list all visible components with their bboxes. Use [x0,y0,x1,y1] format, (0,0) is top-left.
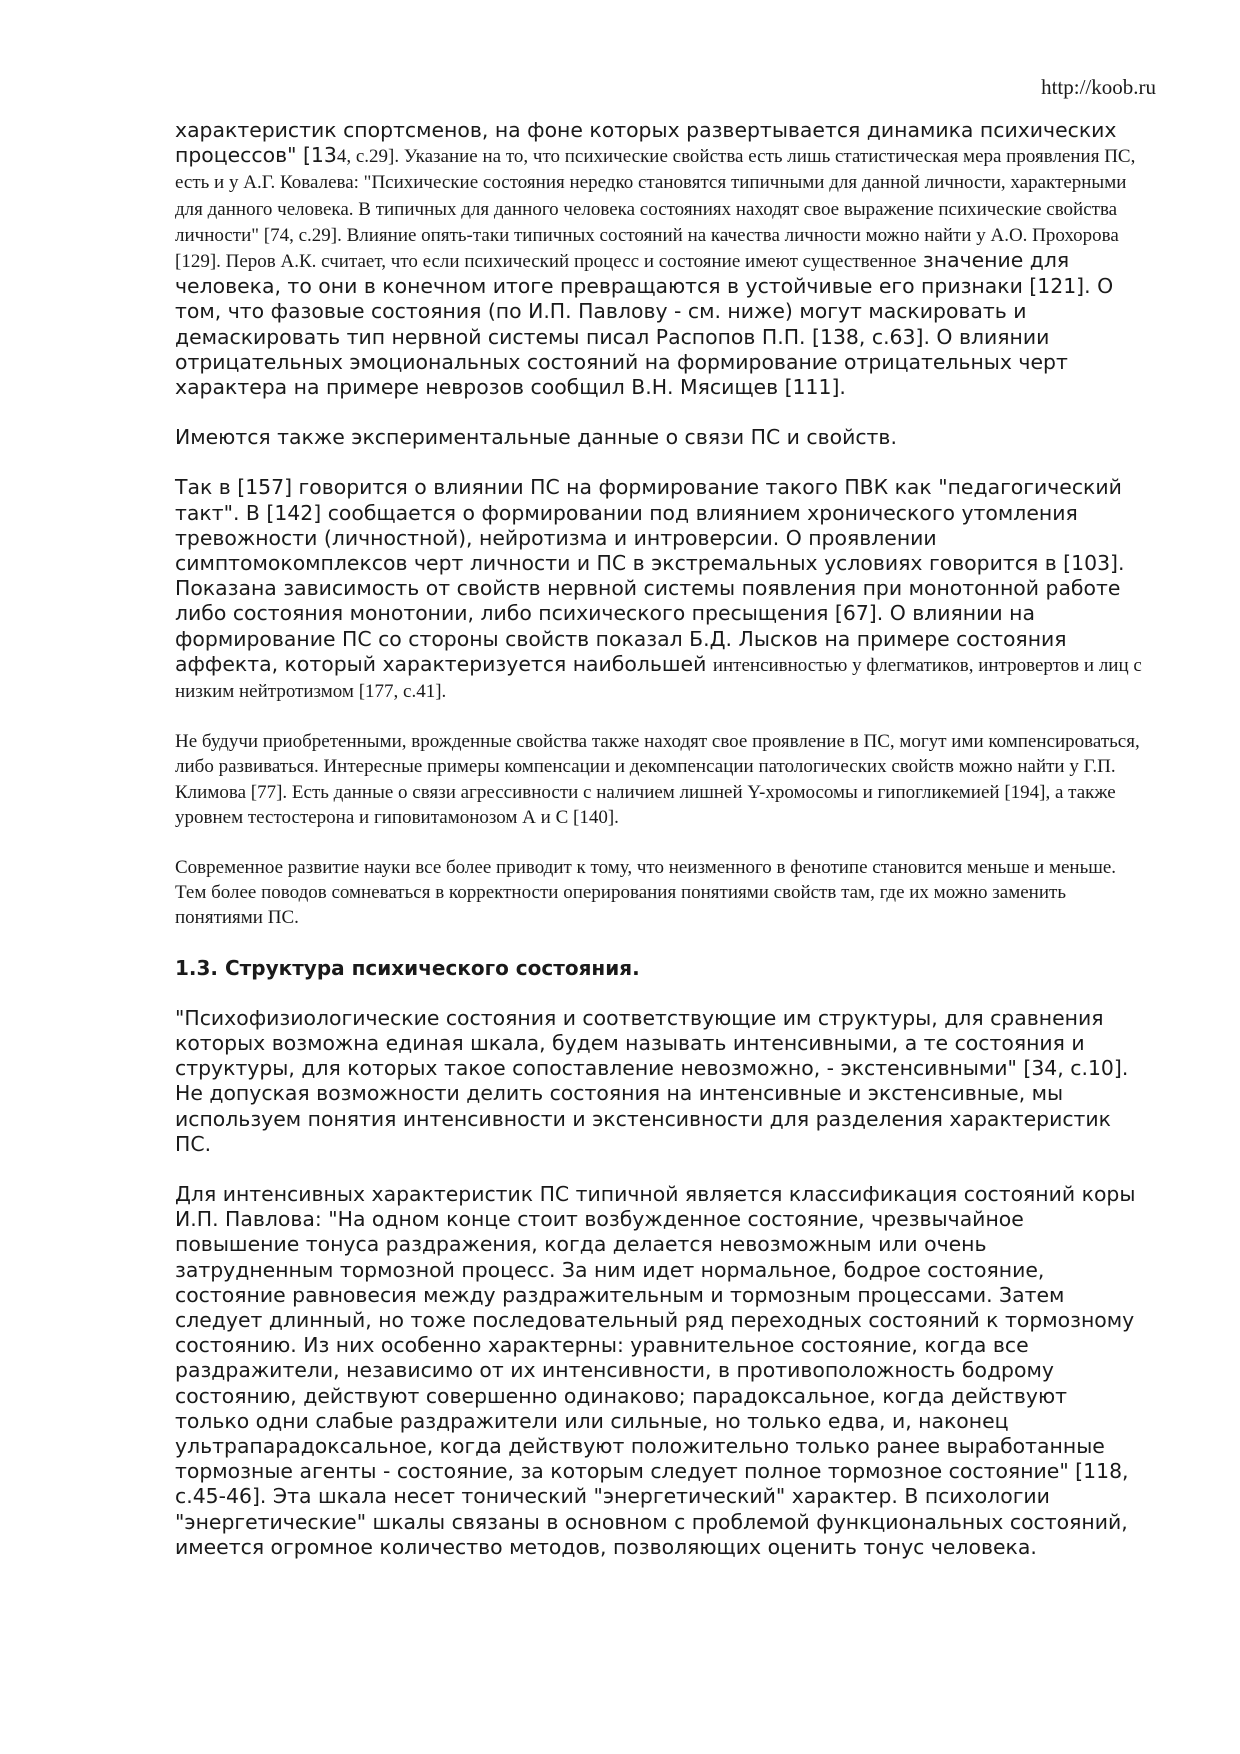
paragraph-3 [175,475,1143,704]
paragraph-6: "Психофизиологические состояния и соответствующие им структуры, для сравнения которых возможна единая шкала, будем называть интенсивными, а те состояния и структуры, для которых такое сопоставление невозможно, - экстенсивными" [34, с.10]. Не допуская возможности делить состояния на интенсивные и экстенсивные, мы используем понятия интенсивности и экстенсивности для разделения характеристик ПС. [175,1005,1129,1156]
section-heading: 1.3. Структура психического состояния. [175,955,640,980]
paragraph-1-part-3: значение для человека, то они в конечном итоге превращаются в устойчивые его признаки [121]. О том, что фазовые состояния (по И.П. Павлову - см. ниже) могут маскировать и демаскировать тип нервной системы писал Распопов П.П. [138, с.63]. О влиянии отрицательных эмоциональных состояний на формирование отрицательных черт характера на примере неврозов сообщил В.Н. Мясищев [111]. [175,248,1114,400]
paragraph-3-part-1: Так в [157] говорится о влиянии ПС на формирование такого ПВК как "педагогический такт". В [142] сообщается о формировании под влиянием хронического утомления тревожности (личностной), нейротизма и интроверсии. О проявлении симптомокомплексов черт личности и ПС в экстремальных условиях говорится в [103]. Показана зависимость от свойств нервной системы появления при монотонной работе либо состояния монотонии, либо психического пресыщения [67]. О влиянии на формирование ПС со стороны свойств показал Б.Д. Лысков на примере состояния аффекта, который характеризуется наибольшей [175,475,1125,676]
source-url: http://koob.ru [1041,75,1156,99]
paragraph-1-part-2: 4, с.29]. Указание на то, что психические свойства есть лишь статистическая мера проявления ПС, есть и у А.Г. Ковалева: "Психические состояния нередко становятся типичными для данной личности, характерными для данного человека. В типичных для данного человека состояниях находят свое выражение психические свойства личности" [74, с.29]. Влияние опять-таки типичных состояний на качества личности можно найти у А.О. Прохорова [129]. Перов А.К. считает, что если психический процесс и состояние имеют существенное [175,146,1136,273]
page-body [175,118,1143,1560]
paragraph-5: Современное развитие науки все более приводит к тому, что неизменного в фенотипе становится меньше и меньше. Тем более поводов сомневаться в корректности оперирования понятиями свойств там, где их можно заменить понятиями ПС. [175,857,1117,929]
paragraph-3-part-2: интенсивностью у флегматиков, интровертов и лиц с низким нейтротизмом [177, с.41]. [175,654,1142,703]
paragraph-4: Не будучи приобретенными, врожденные свойства также находят свое проявление в ПС, могут ими компенсироваться, либо развиваться. Интересные примеры компенсации и декомпенсации патологических свойств можно найти у Г.П. Климова [77]. Есть данные о связи агрессивности с наличием лишней Y-хромосомы и гипогликемией [194], а также уровнем тестостерона и гиповитамонозом А и С [140]. [175,731,1140,828]
paragraph-2: Имеются также экспериментальные данные о связи ПС и свойств. [175,425,897,450]
paragraph-1-part-1: характеристик спортсменов, на фоне которых развертывается динамика психических процессов" [13 [175,118,1117,168]
paragraph-1 [175,118,1143,400]
paragraph-7: Для интенсивных характеристик ПС типичной является классификация состояний коры И.П. Павлова: "На одном конце стоит возбужденное состояние, чрезвычайное повышение тонуса раздражения, когда делается невозможным или очень затрудненным тормозной процесс. За ним идет нормальное, бодрое состояние, состояние равновесия между раздражительным и тормозным процессами. Затем следует длинный, но тоже последовательный ряд переходных состояний к тормозному состоянию. Из них особенно характерны: уравнительное состояние, когда все раздражители, независимо от их интенсивности, в противоположность бодрому состоянию, действуют совершенно одинаково; парадоксальное, когда действуют только одни слабые раздражители или сильные, но только едва, и, наконец ультрапарадоксальное, когда действуют положительно только ранее выработанные тормозные агенты - состояние, за которым следует полное тормозное состояние" [118, с.45-46]. Эта шкала несет тонический "энергетический" характер. В психологии "энергетические" шкалы связаны в основном с проблемой функциональных состояний, имеется огромное количество методов, позволяющих оценить тонус человека. [175,1181,1136,1559]
